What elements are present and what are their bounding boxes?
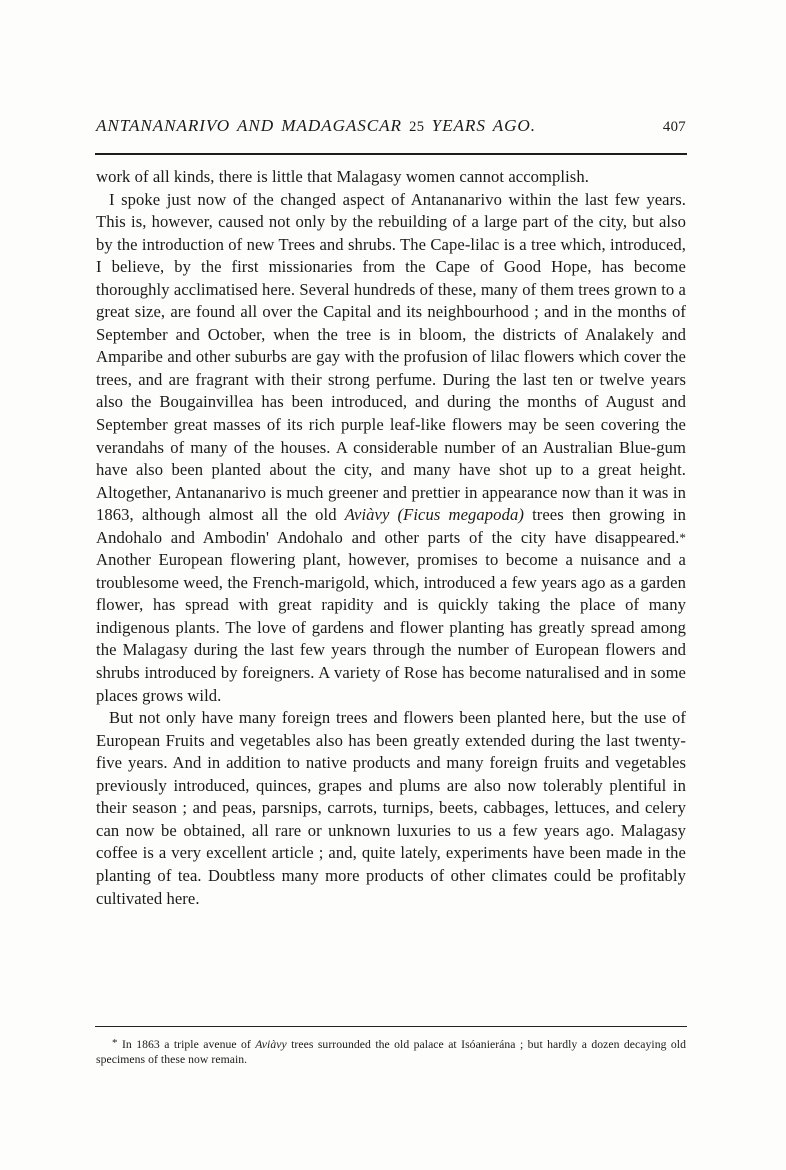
footnote-paragraph — [96, 1036, 686, 1068]
paragraph-continuation — [96, 166, 686, 189]
paragraph-2-text-c: Another European flowering plant, however, promises to become a nuisance and a troublesome weed, the French-marigold, which, introduced a few years ago as a garden flower, has spread with great rapidity and is quickly taking the place of many indigenous plants. The love of gardens and flower planting has greatly spread among the Malagasy during the last few years through the number of European flowers and shrubs introduced by foreigners. A variety of Rose has become naturalised and in some places grows wild. — [96, 550, 686, 705]
running-head-text — [96, 116, 536, 135]
body-text — [96, 166, 686, 910]
paragraph-3 — [96, 707, 686, 910]
paragraph-2-text-b: trees then growing in Andohalo and Ambodin' Andohalo and other parts of the city have disappeared. — [96, 505, 686, 547]
running-head-suffix: YEARS AGO. — [431, 116, 536, 135]
paragraph-2-text-a: I spoke just now of the changed aspect of Antananarivo within the last few years. This is, however, caused not only by the rebuilding of a large part of the city, but also by the introduction of new Trees and shrubs. The Cape-lilac is a tree which, introduced, I believe, by the first missionaries from the Cape of Good Hope, has become thoroughly acclimatised here. Several hundreds of these, many of them trees grown to a great size, are found all over the Capital and its neighbourhood ; and in the months of September and October, when the tree is in bloom, the districts of Analakely and Amparibe and other suburbs are gay with the profusion of lilac flowers which cover the trees, and are fragrant with their strong perfume. During the last ten or twelve years also the Bougainvillea has been introduced, and during the months of August and September great masses of its rich purple leaf-like flowers may be seen covering the verandahs of many of the houses. A considerable number of an Australian Blue-gum have also been planted about the city, and many have shot up to a great height. Altogether, Antananarivo is much greener and prettier in appearance now than it was in 1863, although almost all the old — [96, 189, 686, 525]
paragraph-2 — [96, 189, 686, 708]
running-head-number: 25 — [409, 119, 425, 135]
footnote-reference-marker: * — [679, 529, 686, 545]
footnote-text-b: trees surrounded the old palace at Isóanierána ; but hardly a dozen decaying old specimens of these now remain. — [96, 1038, 686, 1067]
running-head — [96, 116, 686, 142]
species-name-italic: Aviàvy (Ficus megapoda) — [344, 505, 524, 525]
page-number: 407 — [662, 119, 686, 135]
running-head-title: ANTANANARIVO AND MADAGASCAR — [96, 116, 402, 135]
footnote — [96, 1036, 686, 1068]
text-block — [96, 0, 686, 1170]
footnote-text-a: In 1863 a triple avenue of — [117, 1038, 256, 1051]
footnote-rule — [95, 1026, 687, 1027]
footnote-marker: * — [112, 1037, 118, 1049]
header-rule — [95, 153, 687, 155]
paragraph-1-text: work of all kinds, there is little that Malagasy women cannot accomplish. — [96, 167, 589, 186]
footnote-species-italic: Aviàvy — [255, 1038, 287, 1051]
paragraph-3-text: But not only have many foreign trees and flowers been planted here, but the use of European Fruits and vegetables also has been greatly extended during the last twenty-five years. And in addition to native products and many foreign fruits and vegetables previously introduced, quinces, grapes and plums are also now tolerably plentiful in their season ; and peas, parsnips, carrots, turnips, beets, cabbages, lettuces, and celery can now be obtained, all rare or unknown luxuries to us a few years ago. Malagasy coffee is a very excellent article ; and, quite lately, experiments have been made in the planting of tea. Doubtless many more products of other climates could be profitably cultivated here. — [96, 708, 686, 908]
